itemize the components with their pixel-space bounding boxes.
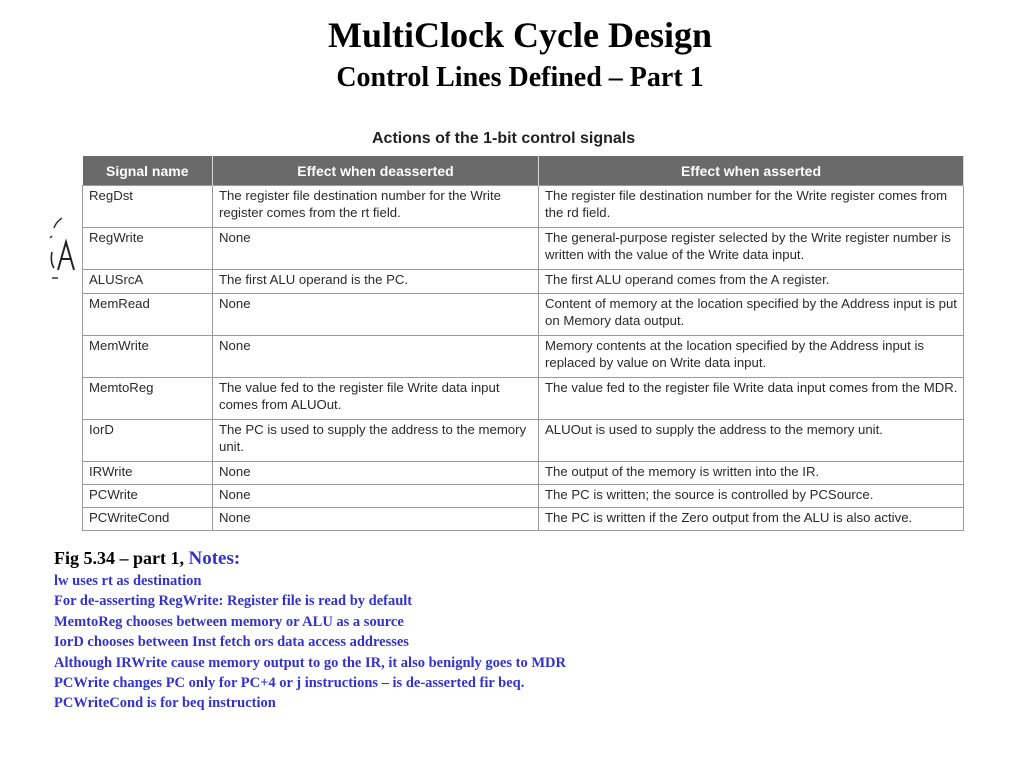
note-line: For de-asserting RegWrite: Register file is read by default [54,593,413,610]
notes-section [54,546,1014,714]
signal-name-cell: RegWrite [83,228,213,270]
signal-name-cell: IorD [83,420,213,462]
asserted-cell: The general-purpose register selected by the Write register number is written with the value of the Write data input. [539,228,964,270]
table-row [83,228,964,270]
figure-label: Fig 5.34 – part 1, [54,548,184,568]
asserted-cell: The first ALU operand comes from the A register. [539,270,964,294]
asserted-cell: Memory contents at the location specified by the Address input is replaced by value on Write data input. [539,336,964,378]
deasserted-cell: The PC is used to supply the address to the memory unit. [213,420,539,462]
table-row [83,462,964,485]
slide-title: MultiClock Cycle Design [328,15,712,55]
slide-subtitle: Control Lines Defined – Part 1 [336,62,704,93]
asserted-cell: The PC is written; the source is controlled by PCSource. [539,485,964,508]
note-line: IorD chooses between Inst fetch ors data access addresses [54,634,409,651]
deasserted-cell: None [213,462,539,485]
table-row [83,420,964,462]
note-line: Although IRWrite cause memory output to go the IR, it also benignly goes to MDR [54,654,566,671]
signal-name-cell: PCWriteCond [83,508,213,531]
note-line: PCWriteCond is for beq instruction [54,695,276,712]
signal-name-cell: RegDst [83,186,213,228]
deasserted-cell: The register file destination number for the Write register comes from the rt field. [213,186,539,228]
asserted-cell: The output of the memory is written into the IR. [539,462,964,485]
table-row [83,485,964,508]
asserted-cell: The PC is written if the Zero output from the ALU is also active. [539,508,964,531]
signal-name-cell: MemRead [83,294,213,336]
table-row [83,186,964,228]
note-line: MemtoReg chooses between memory or ALU as a source [54,613,404,630]
header-signal-name: Signal name [83,156,213,186]
signal-name-cell: PCWrite [83,485,213,508]
asserted-cell: ALUOut is used to supply the address to the memory unit. [539,420,964,462]
control-signals-table [82,156,964,531]
note-line: PCWrite changes PC only for PC+4 or j instructions – is de-asserted fir beq. [54,675,525,692]
notes-label: Notes: [188,548,241,569]
deasserted-cell: None [213,336,539,378]
signal-name-cell: ALUSrcA [83,270,213,294]
table-caption: Actions of the 1-bit control signals [372,130,636,147]
figure-label-line [54,546,1014,571]
table-row [83,378,964,420]
table-row [83,508,964,531]
deasserted-cell: None [213,485,539,508]
table-row [83,270,964,294]
asserted-cell: Content of memory at the location specified by the Address input is put on Memory data output. [539,294,964,336]
table-row [83,294,964,336]
deasserted-cell: None [213,294,539,336]
note-line: lw uses rt as destination [54,573,202,589]
deasserted-cell: The value fed to the register file Write data input comes from ALUOut. [213,378,539,420]
signal-name-cell: MemWrite [83,336,213,378]
deasserted-cell: The first ALU operand is the PC. [213,270,539,294]
header-effect-deasserted: Effect when deasserted [213,156,539,186]
table-header-row [83,156,964,186]
asserted-cell: The register file destination number for the Write register comes from the rd field. [539,186,964,228]
deasserted-cell: None [213,228,539,270]
table-row [83,336,964,378]
signal-name-cell: IRWrite [83,462,213,485]
header-effect-asserted: Effect when asserted [539,156,964,186]
asserted-cell: The value fed to the register file Write data input comes from the MDR. [539,378,964,420]
deasserted-cell: None [213,508,539,531]
signal-name-cell: MemtoReg [83,378,213,420]
